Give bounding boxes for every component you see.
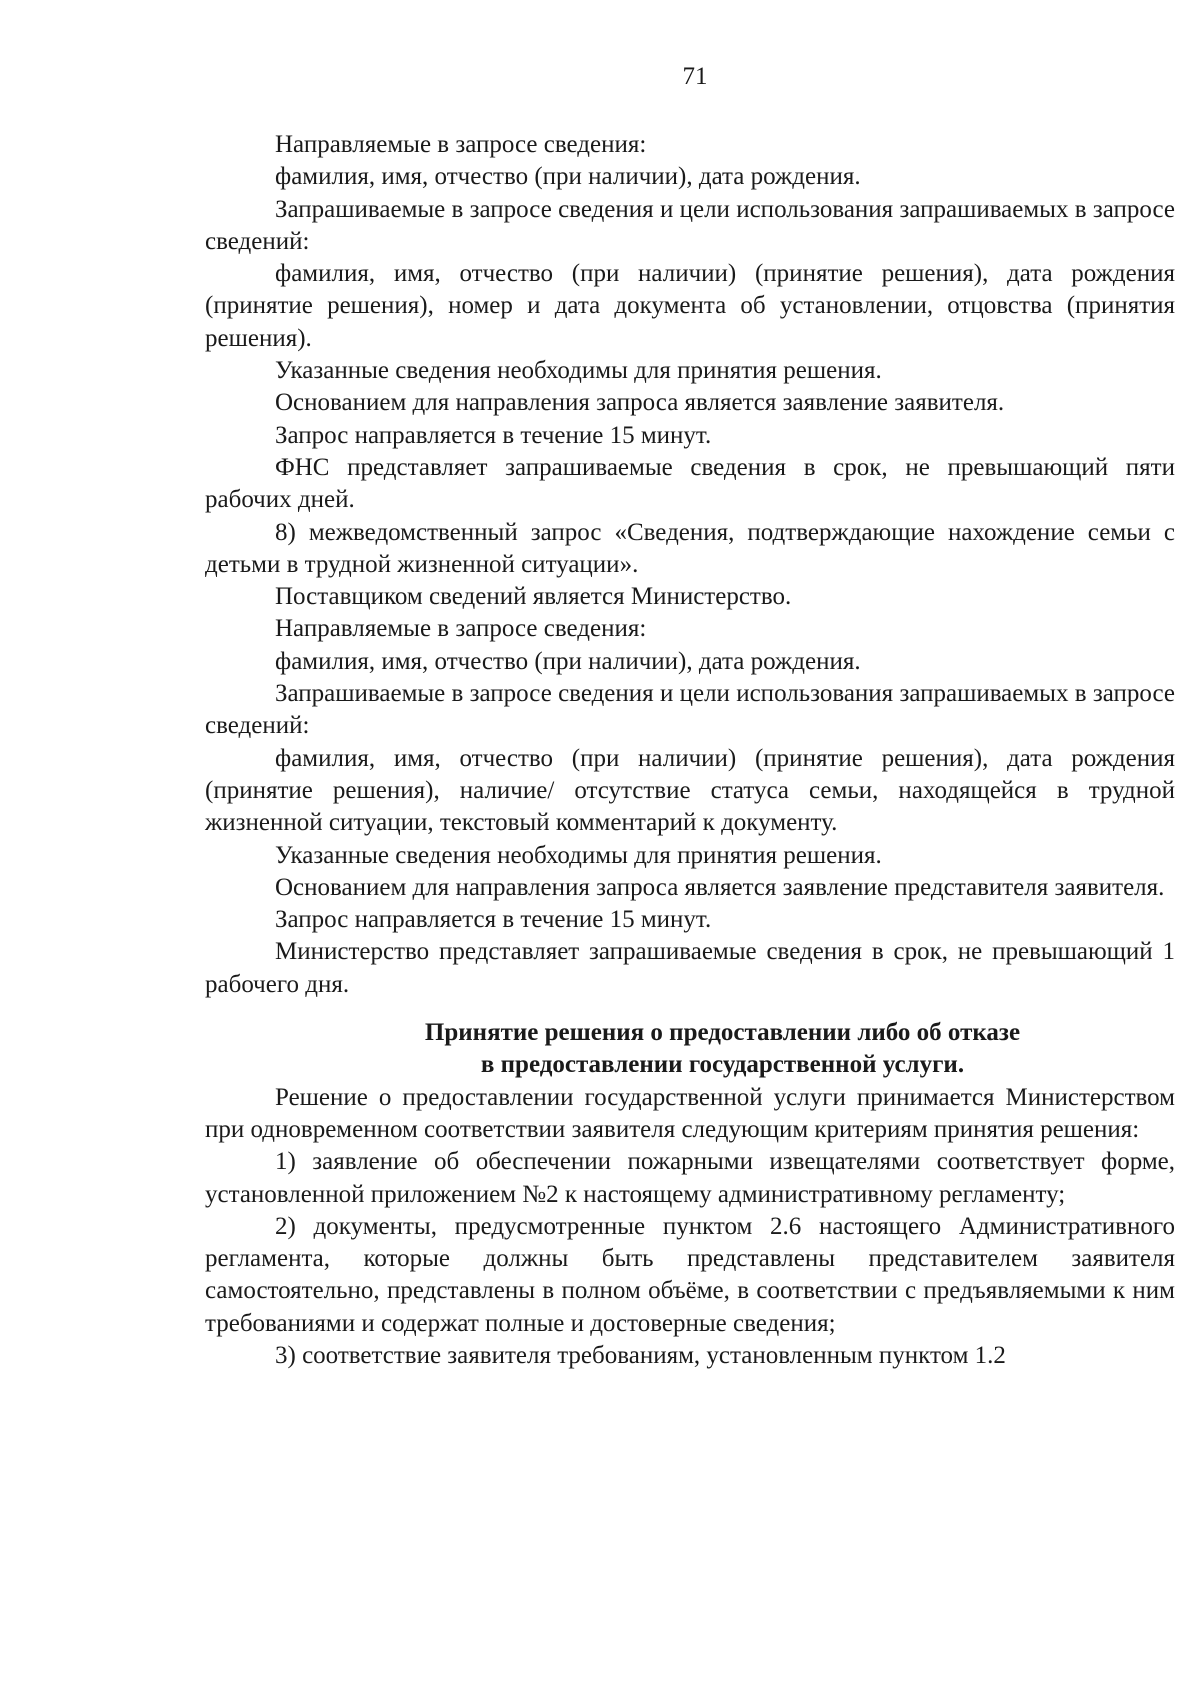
list-item: 1) заявление об обеспечении пожарными извещателями соответствует форме, установленной приложением №2 к настоящему административному регламенту; <box>205 1148 1175 1208</box>
section-heading <box>205 1017 1175 1082</box>
paragraph: Направляемые в запросе сведения: <box>275 131 647 158</box>
paragraph: фамилия, имя, отчество (при наличии) (принятие решения), дата рождения (принятие решения), номер и дата документа об установлении, отцовства (принятия решения). <box>205 260 1175 352</box>
paragraph: Направляемые в запросе сведения: <box>275 615 647 643</box>
paragraph: Запрашиваемые в запросе сведения и цели использования запрашиваемых в запросе сведений: <box>205 680 1175 740</box>
page-number: 71 <box>682 63 708 90</box>
paragraph: Поставщиком сведений является Министерство. <box>275 583 792 611</box>
paragraph: Запрашиваемые в запросе сведения и цели использования запрашиваемых в запросе сведений: <box>205 195 1175 255</box>
paragraph: Министерство представляет запрашиваемые сведения в срок, не превышающий 1 рабочего дня. <box>205 938 1175 998</box>
paragraph: фамилия, имя, отчество (при наличии), дата рождения. <box>275 647 861 675</box>
section-heading-line: Принятие решения о предоставлении либо об отказе <box>424 1019 1021 1047</box>
list-item: 3) соответствие заявителя требованиям, установленным пунктом 1.2 <box>275 1341 1006 1369</box>
paragraph: фамилия, имя, отчество (при наличии), дата рождения. <box>275 163 861 191</box>
paragraph: Решение о предоставлении государственной услуги принимается Министерством при одновременном соответствии заявителя следующим критериям принятия решения: <box>205 1083 1175 1143</box>
paragraph: фамилия, имя, отчество (при наличии) (принятие решения), дата рождения (принятие решения), наличие/ отсутствие статуса семьи, находящейся в трудной жизненной ситуации, текстовый комментарий к документу. <box>205 744 1175 837</box>
paragraph: Указанные сведения необходимы для принятия решения. <box>275 841 882 869</box>
list-item: 2) документы, предусмотренные пунктом 2.6 настоящего Административного регламента, которые должны быть представлены представителем заявителя самостоятельно, представлены в полном объёме, в соответствии с предъявляемыми к ним требованиями и содержат полные и достоверные сведения; <box>205 1212 1175 1337</box>
paragraph: Основанием для направления запроса является заявление представителя заявителя. <box>275 873 1165 901</box>
paragraph: Основанием для направления запроса является заявление заявителя. <box>275 389 1005 417</box>
paragraph: Запрос направляется в течение 15 минут. <box>275 421 712 449</box>
paragraph: Запрос направляется в течение 15 минут. <box>275 906 712 934</box>
paragraph: 8) межведомственный запрос «Сведения, подтверждающие нахождение семьи с детьми в трудной жизненной ситуации». <box>205 518 1175 578</box>
section-heading-line: в предоставлении государственной услуги. <box>480 1051 965 1079</box>
paragraph: Указанные сведения необходимы для принятия решения. <box>275 357 882 385</box>
document-body <box>205 129 1175 1372</box>
paragraph: ФНС представляет запрашиваемые сведения в срок, не превышающий пяти рабочих дней. <box>205 453 1175 514</box>
